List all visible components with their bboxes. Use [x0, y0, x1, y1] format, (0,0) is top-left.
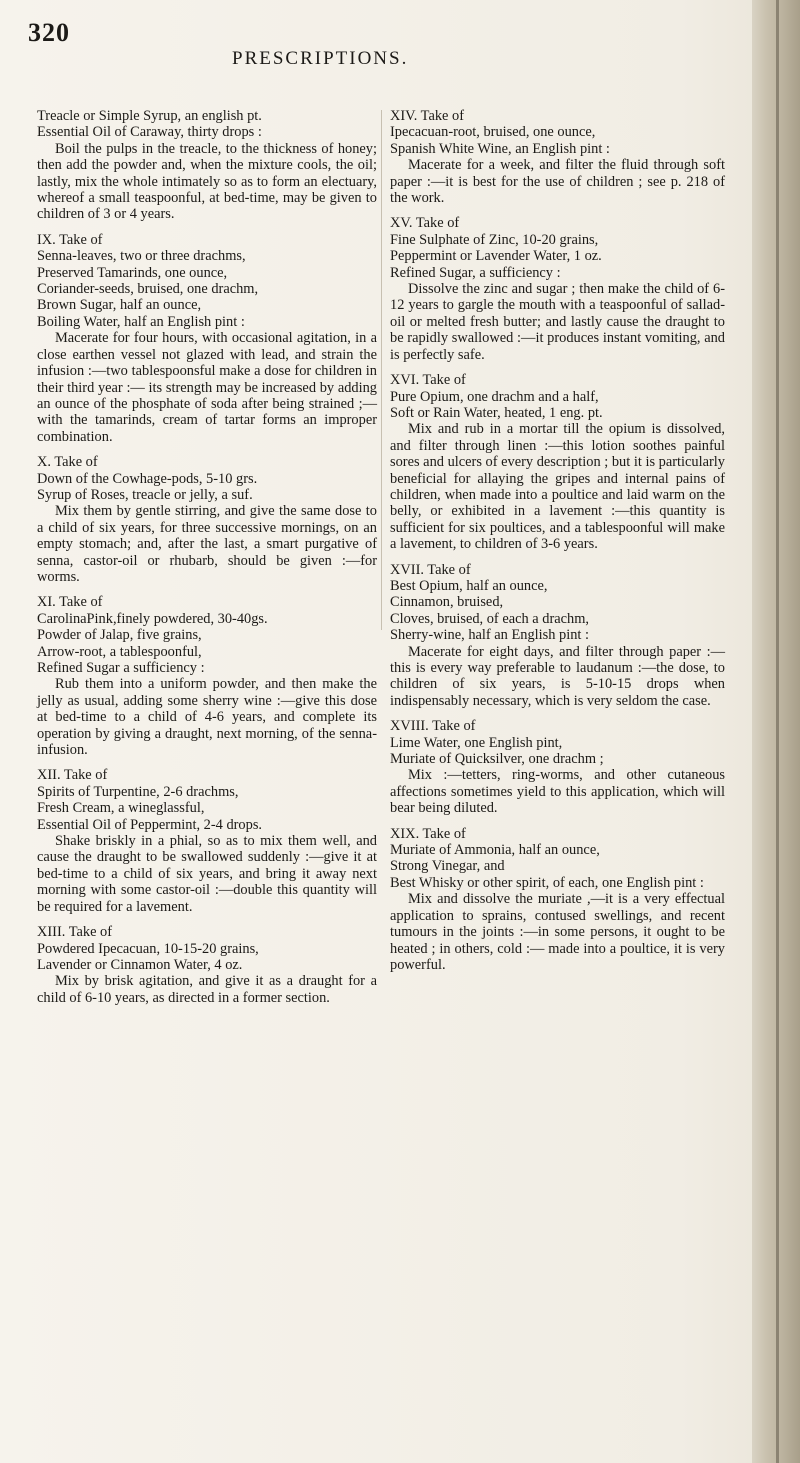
ingredient-line: Senna-leaves, two or three drachms,	[37, 248, 246, 265]
ingredient-line: Powdered Ipecacuan, 10-15-20 grains,	[37, 940, 259, 957]
ingredient-line: Lime Water, one English pint,	[390, 734, 563, 751]
ingredient-line: Best Opium, half an ounce,	[390, 577, 548, 594]
ingredient-line: Sherry-wine, half an English pint :	[390, 627, 590, 644]
ingredient-line: Powder of Jalap, five grains,	[37, 627, 202, 644]
recipe-directions: Macerate for eight days, and filter through paper :—this is every way preferable to laudanum :—the dose, to children of six years, is 5-10-15 drops when indispensably necessary, which is very seldom the case.	[390, 643, 725, 709]
recipe-directions: Mix by brisk agitation, and give it as a draught for a child of 6-10 years, as directed in a former section.	[37, 973, 377, 1006]
ingredient-line: Spirits of Turpentine, 2-6 drachms,	[37, 783, 239, 800]
recipe-xix	[390, 826, 725, 974]
ingredient-line: Pure Opium, one drachm and a half,	[390, 388, 599, 405]
recipe-directions: Mix and rub in a mortar till the opium is dissolved, and filter through linen :—this lotion soothes painful sores and ulcers of every description ; but it is particularly beneficial for allaying the gripes and internal pains of children, when made into a poultice and laid warm on the belly, or exhibited in a lavement :—this quantity is sufficient for six poultices, and a tablespoonful will make a lavement, to children of 3-6 years.	[390, 421, 725, 553]
ingredient-line: Arrow-root, a tablespoonful,	[37, 643, 202, 660]
recipe-xvii	[390, 562, 725, 710]
recipe-directions: Dissolve the zinc and sugar ; then make the child of 6-12 years to gargle the mouth with a teaspoonful of sallad-oil or melted fresh butter; and lastly cause the draught to be rapidly swallowed :—it produces instant vomiting, and is perfectly safe.	[390, 281, 725, 363]
ingredient-line: Brown Sugar, half an ounce,	[37, 297, 202, 314]
ingredient-line: Fresh Cream, a wineglassful,	[37, 800, 205, 817]
recipe-directions: Mix :—tetters, ring-worms, and other cutaneous affections sometimes yield to this application, which will bear being diluted.	[390, 767, 725, 817]
ingredient-line: Boiling Water, half an English pint :	[37, 313, 245, 330]
ingredient-line: Syrup of Roses, treacle or jelly, a suf.	[37, 486, 253, 503]
recipe-directions: Mix and dissolve the muriate ,—it is a very effectual application to sprains, contused swellings, and recent tumours in the joints :—in some persons, it ought to be heated ; in others, cold :— made into a poultice, it is very powerful.	[390, 891, 725, 973]
ingredient-line: Strong Vinegar, and	[390, 858, 505, 875]
ingredient-line: CarolinaPink,finely powdered, 30-40gs.	[37, 610, 268, 627]
ingredient-line: Treacle or Simple Syrup, an english pt.	[37, 108, 262, 124]
recipe-directions: Mix them by gentle stirring, and give the same dose to a child of six years, for three successive mornings, on an empty stomach; and, after the last, a smart purgative of senna, castor-oil or rhubarb, should be given :—for worms.	[37, 503, 377, 585]
recipe-title: XVI. Take of	[390, 372, 466, 389]
recipe-title: IX. Take of	[37, 231, 103, 248]
recipe-xv	[390, 215, 725, 363]
recipe-title: XIII. Take of	[37, 924, 113, 941]
ingredient-line: Refined Sugar, a sufficiency :	[390, 264, 561, 281]
recipe-x	[37, 454, 377, 585]
ingredient-line: Cloves, bruised, of each a drachm,	[390, 610, 590, 627]
ingredient-line: Essential Oil of Caraway, thirty drops :	[37, 124, 262, 141]
ingredient-line: Peppermint or Lavender Water, 1 oz.	[390, 248, 602, 265]
ingredient-line: Lavender or Cinnamon Water, 4 oz.	[37, 956, 243, 973]
recipe-directions: Macerate for four hours, with occasional agitation, in a close earthen vessel not glazed with lead, and strain the infusion :—two tablespoonsful make a dose for children in their third year :— its strength may be increased by adding an ounce of the phosphate of soda after being strained ;—with the tamarinds, cream of tartar forms an improper combination.	[37, 330, 377, 445]
recipe-title: XI. Take of	[37, 594, 103, 611]
recipe-directions: Boil the pulps in the treacle, to the thickness of honey; then add the powder and, when the mixture cools, the oil; lastly, mix the whole intimately so as to form an electuary, whereof a small teaspoonful, at bed-time, may be given to children of 3 or 4 years.	[37, 140, 377, 223]
recipe-xviii	[390, 718, 725, 816]
recipe-xiv	[390, 108, 725, 206]
recipe-directions: Macerate for a week, and filter the fluid through soft paper :—it is best for the use of children ; see p. 218 of the work.	[390, 157, 725, 207]
gutter-line	[776, 0, 779, 1463]
recipe-ix	[37, 232, 377, 445]
recipe-continued	[37, 108, 377, 223]
ingredient-line: Ipecacuan-root, bruised, one ounce,	[390, 124, 596, 141]
page-number: 320	[28, 18, 70, 47]
ingredient-line: Essential Oil of Peppermint, 2-4 drops.	[37, 816, 263, 833]
ingredient-line: Cinnamon, bruised,	[390, 594, 504, 611]
recipe-directions: Shake briskly in a phial, so as to mix them well, and cause the draught to be swallowed suddenly :—give it at bed-time to a child of six years, and bring it away next morning with some castor-oil :—double this quantity will be required for a lavement.	[37, 833, 377, 915]
ingredient-line: Down of the Cowhage-pods, 5-10 grs.	[37, 470, 258, 487]
recipe-xii	[37, 767, 377, 915]
running-head: PRESCRIPTIONS.	[232, 48, 409, 69]
recipe-title: XIV. Take of	[390, 108, 464, 124]
recipe-title: XIX. Take of	[390, 825, 466, 842]
ingredient-line: Muriate of Quicksilver, one drachm ;	[390, 751, 604, 768]
ingredient-line: Refined Sugar a sufficiency :	[37, 660, 205, 676]
column-divider	[381, 110, 382, 630]
ingredient-line: Muriate of Ammonia, half an ounce,	[390, 842, 600, 859]
ingredient-line: Spanish White Wine, an English pint :	[390, 140, 610, 157]
recipe-title: X. Take of	[37, 454, 98, 471]
recipe-directions: Rub them into a uniform powder, and then make the jelly as usual, adding some sherry wine :—give this dose at bed-time to a child of 4-6 years, and complete its operation by giving a draught, next morning, of the senna-infusion.	[37, 676, 377, 759]
recipe-title: XII. Take of	[37, 767, 108, 784]
recipe-title: XVII. Take of	[390, 561, 471, 578]
ingredient-line: Best Whisky or other spirit, of each, one English pint :	[390, 874, 704, 891]
recipe-xvi	[390, 372, 725, 552]
recipe-title: XV. Take of	[390, 215, 460, 232]
ingredient-line: Preserved Tamarinds, one ounce,	[37, 264, 228, 281]
recipe-xiii	[37, 924, 377, 1006]
ingredient-line: Coriander-seeds, bruised, one drachm,	[37, 281, 259, 298]
ingredient-line: Soft or Rain Water, heated, 1 eng. pt.	[390, 404, 603, 421]
right-column	[390, 108, 725, 982]
recipe-title: XVIII. Take of	[390, 718, 476, 735]
left-column	[37, 108, 377, 1015]
ingredient-line: Fine Sulphate of Zinc, 10-20 grains,	[390, 231, 599, 248]
recipe-xi	[37, 594, 377, 758]
